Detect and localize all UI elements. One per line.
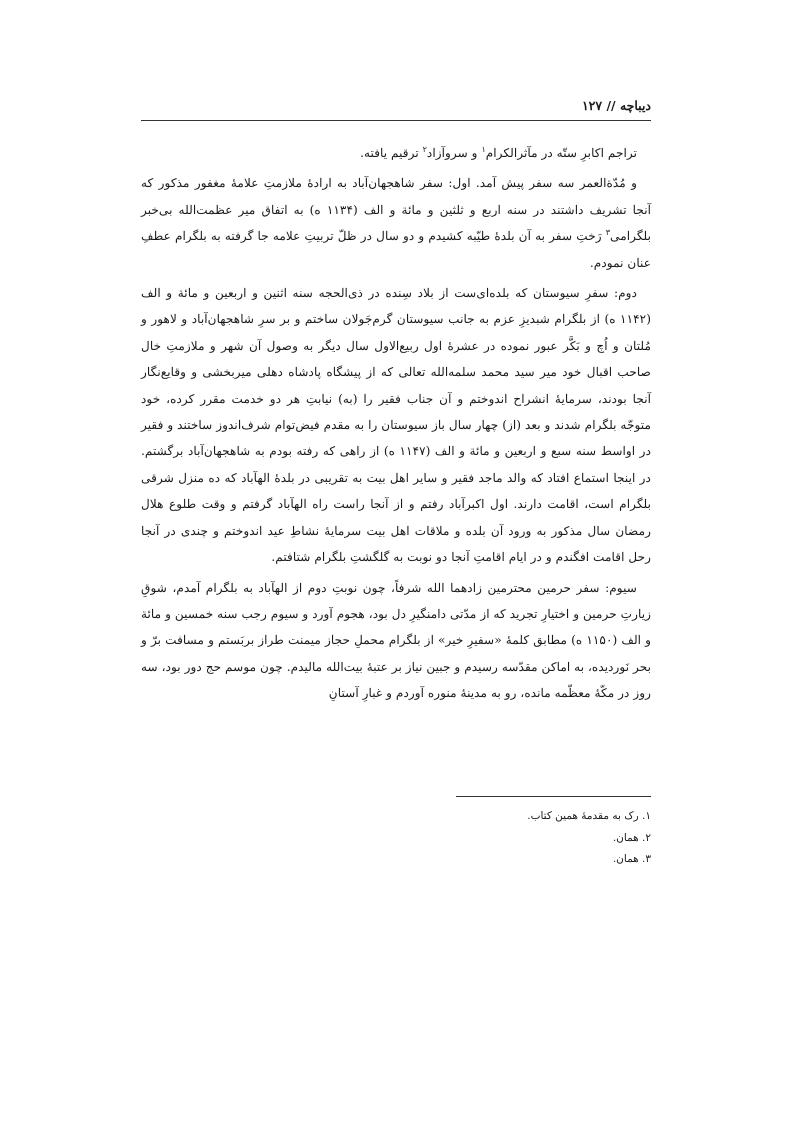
footnote-rule <box>456 796 651 797</box>
running-header: دیباچه // ۱۲۷ <box>581 98 651 113</box>
footnote-ref-2: ۲ <box>422 144 427 154</box>
paragraph-2 <box>141 170 651 276</box>
footnotes <box>141 806 651 871</box>
footnote-3: ۳. همان. <box>612 853 651 865</box>
paragraph-1-text-c: ترقیم یافته. <box>360 146 423 160</box>
footnote-1: ۱. رک به مقدمهٔ همین کتاب. <box>527 810 651 822</box>
paragraph-1 <box>141 140 651 166</box>
paragraph-2-text-a: و مُدّةالعمر سه سفر پیش آمد. اول: سفر شاهجهان‌آباد به ارادهٔ ملازمتِ علامهٔ مغفور مذکور که آنجا تشریف داشتند در سنه اربع و ثلثین و مائة و الف (۱۱۳۴ ه) به اتفاق میر عظمت‌الله بی‌خبر بلگرامی <box>141 176 651 244</box>
footnote-ref-3: ۳ <box>605 228 611 238</box>
paragraph-1-text-a: تراجم اکابرِ ستّه در مآثرالکرام <box>485 146 637 160</box>
footnote-2: ۲. همان. <box>612 831 651 844</box>
paragraph-2-text-b: رَختِ سفر به آن بلدهٔ طیّبه کشیدم و دو سال در ظلّ تربیتِ علامه جا گرفته به بلگرام عطفِ عنان نمودم. <box>141 229 651 270</box>
body-text <box>141 140 651 707</box>
paragraph-4: سیوم: سفر حرمین محترمین زادهما الله شرفاً، چون نوبتِ دوم از الهآباد به بلگرام آمدم، شوقِ زیارتِ حرمین و اختیارِ تجرید که از مدّتی دامنگیرِ دل بود، هجوم آورد و سیوم رجب سنه خمسین و مائة و الف (۱۱۵۰ ه) مطابق کلمهٔ «سفیرِ خیر» از بلگرام محملِ حجاز میمنت طراز بربَستم و مسافت برّ و بحر نَوردیده، به اماکن مقدّسه رسیدم و جبین نیاز بر عتبهٔ بیت‌الله مالیدم. چون موسم حج دور بود، سه روز در مکّهٔ معظّمه مانده، رو به مدینهٔ منوره آوردم و غبارِ آستانِ <box>141 580 651 701</box>
paragraph-1-text-b: و سروآزاد <box>426 146 482 160</box>
paragraph-3: دوم: سفرِ سیوستان که بلده‌ای‌ست از بلاد سِنده در ذی‌الحجه سنه اثنین و اربعین و مائة و الف (۱۱۴۲ ه) از بلگرام شبدیزِ عزم به جانب سیوستان گرم‌جَولان ساختم و بر سرِ شاهجهان‌آباد و لاهور و مُلتان و اُچ و بَکَّر عبور نموده در عشرهٔ اول ربیع‌الاول سال دیگر به وصول آن شهر و ملازمتِ خال صاحب اقبال خود میر سید محمد سلمه‌الله تعالی که از پیشگاه پادشاه دهلی میربخشی و وقایع‌نگار آنجا بودند، سرمایهٔ انشراح اندوختم و آن جناب فقیر را (به) نیابتِ هر دو خدمت مقرر کرده، خود متوجّه بلگرام شدند و بعد (از) چهار سال باز سیوستان را به مقدم فیض‌توام شرف‌اندوز ساختند و فقیر در اواسط سنه سبع و اربعین و مائة و الف (۱۱۴۷ ه) از راهی که رفته بودم به شاهجهان‌آباد برگشتم. در اینجا استماع افتاد که والد ماجد فقیر و سایر اهل بیت به تقریبی در بلدهٔ الهآباد که ده منزل شرقی بلگرام است، اقامت دارند. اول اکبرآباد رفتم و از آنجا راست راه الهآباد گرفتم و وقت طلوع هلال رمضان سال مذکور به ورود آن بلده و ملاقات اهل بیت سرمایهٔ نشاطِ عید اندوختم و چندی در آنجا رحل اقامت افگندم و در ایام اقامتِ آنجا دو نوبت به گلگشتِ بلگرام شتافتم. <box>141 286 651 565</box>
footnote-ref-1: ۱ <box>481 144 486 154</box>
header-rule <box>141 120 651 121</box>
